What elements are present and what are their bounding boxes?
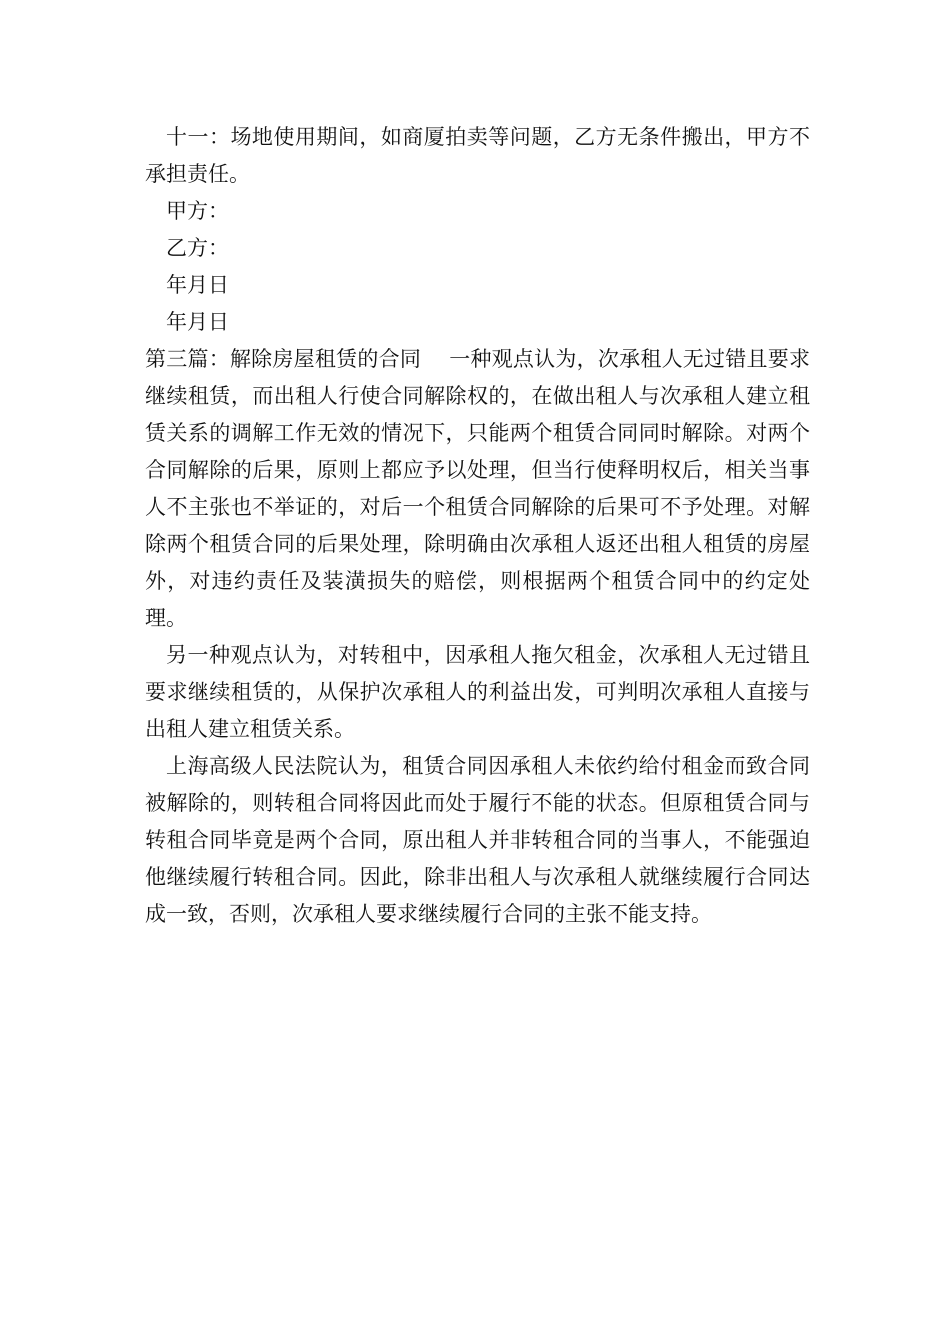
paragraph-shanghai-court: 上海高级人民法院认为，租赁合同因承租人未依约给付租金而致合同被解除的，则转租合同将因此而处于履行不能的状态。但原租赁合同与转租合同毕竟是两个合同，原出租人并非转租合同的当事人，不能强迫他继续履行转租合同。因此，除非出租人与次承租人就继续履行合同达成一致，否则，次承租人要求继续履行合同的主张不能支持。	[145, 754, 810, 926]
paragraph-date-1: 年月日	[166, 273, 229, 297]
paragraph-clause-11: 十一：场地使用期间，如商厦拍卖等问题，乙方无条件搬出，甲方不承担责任。	[145, 125, 810, 186]
paragraph-date-2: 年月日	[166, 310, 229, 334]
paragraph-part-three: 第三篇：解除房屋租赁的合同 一种观点认为，次承租人无过错且要求继续租赁，而出租人行使合同解除权的，在做出租人与次承租人建立租赁关系的调解工作无效的情况下，只能两个租赁合同同时解除。对两个合同解除的后果，原则上都应予以处理，但当行使释明权后，相关当事人不主张也不举证的，对后一个租赁合同解除的后果可不予处理。对解除两个租赁合同的后果处理，除明确由次承租人返还出租人租赁的房屋外，对违约责任及装潢损失的赔偿，则根据两个租赁合同中的约定处理。	[145, 347, 810, 630]
paragraph-party-b: 乙方：	[166, 236, 229, 260]
document-body	[145, 119, 810, 933]
paragraph-other-view: 另一种观点认为，对转租中，因承租人拖欠租金，次承租人无过错且要求继续租赁的，从保护次承租人的利益出发，可判明次承租人直接与出租人建立租赁关系。	[145, 643, 810, 741]
paragraph-party-a: 甲方：	[166, 199, 229, 223]
